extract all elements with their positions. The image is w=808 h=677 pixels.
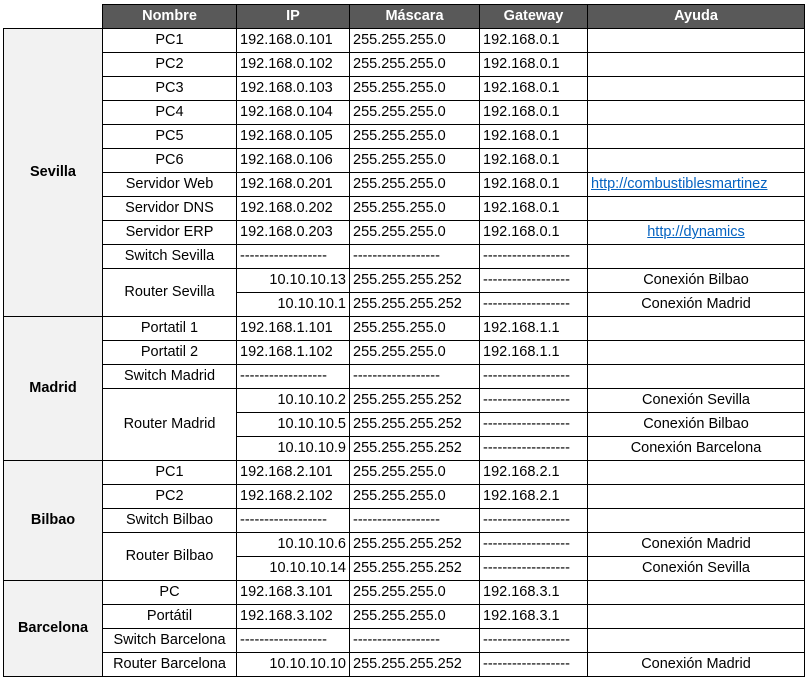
gateway-cell: ------------------ xyxy=(480,245,588,269)
device-name-cell: Servidor ERP xyxy=(103,221,237,245)
device-name-cell: Switch Bilbao xyxy=(103,509,237,533)
device-name-cell: Router Madrid xyxy=(103,389,237,461)
mask-cell: 255.255.255.0 xyxy=(350,53,480,77)
table-row xyxy=(4,77,805,101)
gateway-cell: 192.168.0.1 xyxy=(480,125,588,149)
gateway-cell: ------------------ xyxy=(480,557,588,581)
help-cell: Conexión Madrid xyxy=(588,653,805,677)
mask-cell: 255.255.255.0 xyxy=(350,581,480,605)
network-table xyxy=(3,4,805,677)
table-row xyxy=(4,581,805,605)
ip-cell: 192.168.2.102 xyxy=(237,485,350,509)
help-cell: Conexión Bilbao xyxy=(588,269,805,293)
help-cell: Conexión Sevilla xyxy=(588,557,805,581)
help-cell xyxy=(588,221,805,245)
mask-cell: 255.255.255.0 xyxy=(350,317,480,341)
mask-cell: 255.255.255.0 xyxy=(350,173,480,197)
help-cell xyxy=(588,317,805,341)
table-row xyxy=(4,365,805,389)
ip-cell: 10.10.10.2 xyxy=(237,389,350,413)
gateway-cell: ------------------ xyxy=(480,509,588,533)
device-name-cell: Portatil 1 xyxy=(103,317,237,341)
help-cell xyxy=(588,341,805,365)
help-cell: Conexión Madrid xyxy=(588,533,805,557)
device-name-cell: Servidor Web xyxy=(103,173,237,197)
gateway-cell: ------------------ xyxy=(480,365,588,389)
mask-cell: 255.255.255.0 xyxy=(350,125,480,149)
city-cell: Bilbao xyxy=(4,461,103,581)
device-name-cell: PC4 xyxy=(103,101,237,125)
mask-cell: 255.255.255.0 xyxy=(350,101,480,125)
gateway-cell: 192.168.3.1 xyxy=(480,605,588,629)
gateway-cell: ------------------ xyxy=(480,389,588,413)
mask-cell: 255.255.255.0 xyxy=(350,77,480,101)
ip-cell: 10.10.10.6 xyxy=(237,533,350,557)
ip-cell: 10.10.10.13 xyxy=(237,269,350,293)
mask-cell: ------------------ xyxy=(350,365,480,389)
device-name-cell: Switch Sevilla xyxy=(103,245,237,269)
ip-cell: 192.168.0.105 xyxy=(237,125,350,149)
ip-cell: 192.168.3.101 xyxy=(237,581,350,605)
ip-cell: 10.10.10.5 xyxy=(237,413,350,437)
ip-cell: 192.168.1.102 xyxy=(237,341,350,365)
device-name-cell: Servidor DNS xyxy=(103,197,237,221)
ip-cell: 10.10.10.14 xyxy=(237,557,350,581)
table-row xyxy=(4,485,805,509)
table-row xyxy=(4,461,805,485)
table-row xyxy=(4,389,805,413)
table-row xyxy=(4,341,805,365)
header-gateway: Gateway xyxy=(480,5,588,29)
table-row xyxy=(4,101,805,125)
device-name-cell: Router Barcelona xyxy=(103,653,237,677)
table-row xyxy=(4,197,805,221)
ip-cell: 192.168.0.102 xyxy=(237,53,350,77)
ip-cell: 192.168.0.203 xyxy=(237,221,350,245)
table-row xyxy=(4,653,805,677)
ip-cell: 192.168.2.101 xyxy=(237,461,350,485)
mask-cell: 255.255.255.0 xyxy=(350,149,480,173)
mask-cell: 255.255.255.0 xyxy=(350,197,480,221)
header-mascara: Máscara xyxy=(350,5,480,29)
gateway-cell: ------------------ xyxy=(480,269,588,293)
ip-cell: ------------------ xyxy=(237,629,350,653)
mask-cell: 255.255.255.252 xyxy=(350,293,480,317)
ip-cell: 10.10.10.9 xyxy=(237,437,350,461)
help-cell xyxy=(588,77,805,101)
mask-cell: ------------------ xyxy=(350,245,480,269)
mask-cell: 255.255.255.0 xyxy=(350,605,480,629)
help-cell: Conexión Barcelona xyxy=(588,437,805,461)
mask-cell: ------------------ xyxy=(350,509,480,533)
header-ayuda: Ayuda xyxy=(588,5,805,29)
device-name-cell: Switch Madrid xyxy=(103,365,237,389)
device-name-cell: PC2 xyxy=(103,53,237,77)
help-cell xyxy=(588,605,805,629)
gateway-cell: 192.168.0.1 xyxy=(480,221,588,245)
header-row xyxy=(4,5,805,29)
gateway-cell: 192.168.1.1 xyxy=(480,317,588,341)
help-cell: Conexión Madrid xyxy=(588,293,805,317)
device-name-cell: Router Sevilla xyxy=(103,269,237,317)
gateway-cell: 192.168.3.1 xyxy=(480,581,588,605)
table-row xyxy=(4,221,805,245)
table-row xyxy=(4,29,805,53)
city-cell: Barcelona xyxy=(4,581,103,677)
gateway-cell: 192.168.0.1 xyxy=(480,197,588,221)
city-cell: Madrid xyxy=(4,317,103,461)
help-cell xyxy=(588,29,805,53)
table-row xyxy=(4,269,805,293)
help-cell xyxy=(588,581,805,605)
device-name-cell: Portátil xyxy=(103,605,237,629)
mask-cell: 255.255.255.252 xyxy=(350,533,480,557)
gateway-cell: 192.168.0.1 xyxy=(480,101,588,125)
device-name-cell: PC3 xyxy=(103,77,237,101)
table-row xyxy=(4,509,805,533)
device-name-cell: PC2 xyxy=(103,485,237,509)
mask-cell: 255.255.255.0 xyxy=(350,461,480,485)
gateway-cell: ------------------ xyxy=(480,533,588,557)
ip-cell: 192.168.0.104 xyxy=(237,101,350,125)
ip-cell: ------------------ xyxy=(237,245,350,269)
ip-cell: ------------------ xyxy=(237,509,350,533)
help-cell xyxy=(588,485,805,509)
help-cell xyxy=(588,629,805,653)
help-cell xyxy=(588,149,805,173)
device-name-cell: PC xyxy=(103,581,237,605)
device-name-cell: Switch Barcelona xyxy=(103,629,237,653)
mask-cell: ------------------ xyxy=(350,629,480,653)
gateway-cell: ------------------ xyxy=(480,629,588,653)
table-row xyxy=(4,629,805,653)
help-cell xyxy=(588,365,805,389)
gateway-cell: 192.168.0.1 xyxy=(480,29,588,53)
ip-cell: 10.10.10.10 xyxy=(237,653,350,677)
header-ip: IP xyxy=(237,5,350,29)
table-body xyxy=(4,29,805,677)
table-row xyxy=(4,245,805,269)
ip-cell: 192.168.0.103 xyxy=(237,77,350,101)
ip-cell: 192.168.0.106 xyxy=(237,149,350,173)
device-name-cell: PC5 xyxy=(103,125,237,149)
table-row xyxy=(4,317,805,341)
mask-cell: 255.255.255.252 xyxy=(350,557,480,581)
ip-cell: 192.168.0.202 xyxy=(237,197,350,221)
mask-cell: 255.255.255.252 xyxy=(350,413,480,437)
mask-cell: 255.255.255.0 xyxy=(350,341,480,365)
gateway-cell: ------------------ xyxy=(480,653,588,677)
mask-cell: 255.255.255.0 xyxy=(350,485,480,509)
table-row xyxy=(4,149,805,173)
mask-cell: 255.255.255.0 xyxy=(350,29,480,53)
ip-cell: 192.168.0.201 xyxy=(237,173,350,197)
mask-cell: 255.255.255.252 xyxy=(350,653,480,677)
gateway-cell: ------------------ xyxy=(480,413,588,437)
ip-cell: 192.168.1.101 xyxy=(237,317,350,341)
help-cell xyxy=(588,125,805,149)
device-name-cell: PC6 xyxy=(103,149,237,173)
help-cell xyxy=(588,509,805,533)
help-cell xyxy=(588,245,805,269)
gateway-cell: 192.168.1.1 xyxy=(480,341,588,365)
gateway-cell: 192.168.0.1 xyxy=(480,149,588,173)
header-corner xyxy=(4,5,103,29)
city-cell: Sevilla xyxy=(4,29,103,317)
help-link[interactable]: http://combustiblesmartinez xyxy=(591,176,768,192)
table-row xyxy=(4,533,805,557)
ip-cell: ------------------ xyxy=(237,365,350,389)
gateway-cell: 192.168.2.1 xyxy=(480,461,588,485)
gateway-cell: 192.168.0.1 xyxy=(480,173,588,197)
table-row xyxy=(4,173,805,197)
help-link[interactable]: http://dynamics xyxy=(647,224,745,240)
table-row xyxy=(4,125,805,149)
header-nombre: Nombre xyxy=(103,5,237,29)
help-cell: Conexión Sevilla xyxy=(588,389,805,413)
device-name-cell: PC1 xyxy=(103,461,237,485)
ip-cell: 192.168.0.101 xyxy=(237,29,350,53)
mask-cell: 255.255.255.252 xyxy=(350,269,480,293)
help-cell xyxy=(588,173,805,197)
table-row xyxy=(4,53,805,77)
gateway-cell: ------------------ xyxy=(480,293,588,317)
help-cell xyxy=(588,53,805,77)
ip-cell: 10.10.10.1 xyxy=(237,293,350,317)
gateway-cell: 192.168.0.1 xyxy=(480,77,588,101)
mask-cell: 255.255.255.0 xyxy=(350,221,480,245)
ip-cell: 192.168.3.102 xyxy=(237,605,350,629)
gateway-cell: 192.168.0.1 xyxy=(480,53,588,77)
help-cell xyxy=(588,197,805,221)
device-name-cell: Portatil 2 xyxy=(103,341,237,365)
gateway-cell: 192.168.2.1 xyxy=(480,485,588,509)
device-name-cell: PC1 xyxy=(103,29,237,53)
help-cell: Conexión Bilbao xyxy=(588,413,805,437)
help-cell xyxy=(588,461,805,485)
gateway-cell: ------------------ xyxy=(480,437,588,461)
mask-cell: 255.255.255.252 xyxy=(350,437,480,461)
table-row xyxy=(4,605,805,629)
mask-cell: 255.255.255.252 xyxy=(350,389,480,413)
device-name-cell: Router Bilbao xyxy=(103,533,237,581)
help-cell xyxy=(588,101,805,125)
